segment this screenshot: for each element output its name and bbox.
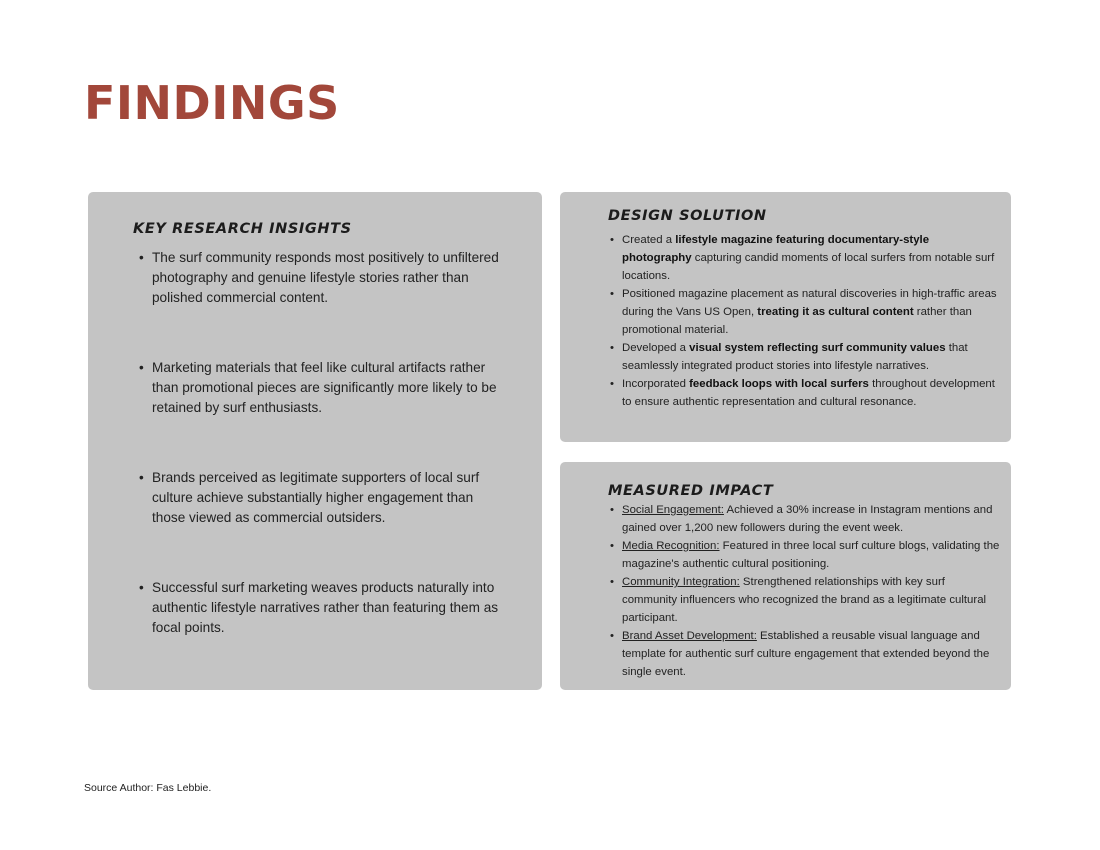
- design-solution-text: that seamlessly integrated product stories into lifestyle narratives.: [622, 342, 968, 372]
- impact-label: Community Integration:: [622, 576, 740, 588]
- impact-label: Brand Asset Development:: [622, 630, 757, 642]
- key-research-insights-list: [133, 248, 508, 688]
- key-research-insights-heading: KEY RESEARCH INSIGHTS: [133, 221, 352, 237]
- design-solution-text: capturing candid moments of local surfers from notable surf locations.: [622, 252, 995, 282]
- design-solution-text: throughout development to ensure authentic representation and cultural resonance.: [622, 378, 995, 408]
- impact-text: Established a reusable visual language and template for authentic surf culture engagement that extended beyond the single event.: [622, 630, 990, 678]
- design-solution-text: Created a: [622, 234, 676, 246]
- insight-item: • Brands perceived as legitimate supporters of local surf culture achieve substantially higher engagement than those viewed as commercial outsiders.: [133, 468, 508, 578]
- design-solution-text: rather than promotional material.: [622, 306, 972, 336]
- measured-impact-panel: [560, 462, 1011, 690]
- impact-item: [608, 627, 1000, 681]
- insight-item: • Successful surf marketing weaves products naturally into authentic lifestyle narratives rather than featuring them as focal points.: [133, 578, 508, 688]
- impact-text: Strengthened relationships with key surf community influencers who recognized the brand as a legitimate cultural participant.: [622, 576, 987, 624]
- design-solution-list: [608, 231, 1000, 411]
- design-solution-item: [608, 285, 1000, 339]
- impact-label: Social Engagement:: [622, 504, 724, 516]
- impact-item: [608, 573, 1000, 627]
- insight-item: • The surf community responds most positively to unfiltered photography and genuine lifestyle stories rather than polished commercial content.: [133, 248, 508, 358]
- key-research-insights-panel: [88, 192, 542, 690]
- impact-item: [608, 501, 1000, 537]
- design-solution-highlight: treating it as cultural content: [757, 306, 914, 318]
- measured-impact-list: [608, 501, 1000, 681]
- design-solution-item: [608, 375, 1000, 411]
- design-solution-text: Incorporated: [622, 378, 690, 390]
- design-solution-highlight: lifestyle magazine featuring documentary-style photography: [622, 234, 930, 264]
- source-author: Source Author: Fas Lebbie.: [84, 782, 212, 794]
- design-solution-text: Positioned magazine placement as natural discoveries in high-traffic areas during the Vans US Open,: [622, 288, 997, 318]
- measured-impact-heading: MEASURED IMPACT: [608, 483, 774, 499]
- impact-label: Media Recognition:: [622, 540, 720, 552]
- design-solution-text: Developed a: [622, 342, 690, 354]
- design-solution-highlight: feedback loops with local surfers: [689, 378, 869, 390]
- impact-text: Achieved a 30% increase in Instagram mentions and gained over 1,200 new followers during the event week.: [622, 504, 993, 534]
- design-solution-item: [608, 339, 1000, 375]
- design-solution-panel: [560, 192, 1011, 442]
- impact-text: Featured in three local surf culture blogs, validating the magazine's authentic cultural positioning.: [622, 540, 1000, 570]
- page-title: FINDINGS: [84, 76, 340, 130]
- impact-item: [608, 537, 1000, 573]
- design-solution-item: [608, 231, 1000, 285]
- design-solution-highlight: visual system reflecting surf community values: [689, 342, 946, 354]
- design-solution-heading: DESIGN SOLUTION: [608, 208, 767, 224]
- insight-item: • Marketing materials that feel like cultural artifacts rather than promotional pieces are significantly more likely to be retained by surf enthusiasts.: [133, 358, 508, 468]
